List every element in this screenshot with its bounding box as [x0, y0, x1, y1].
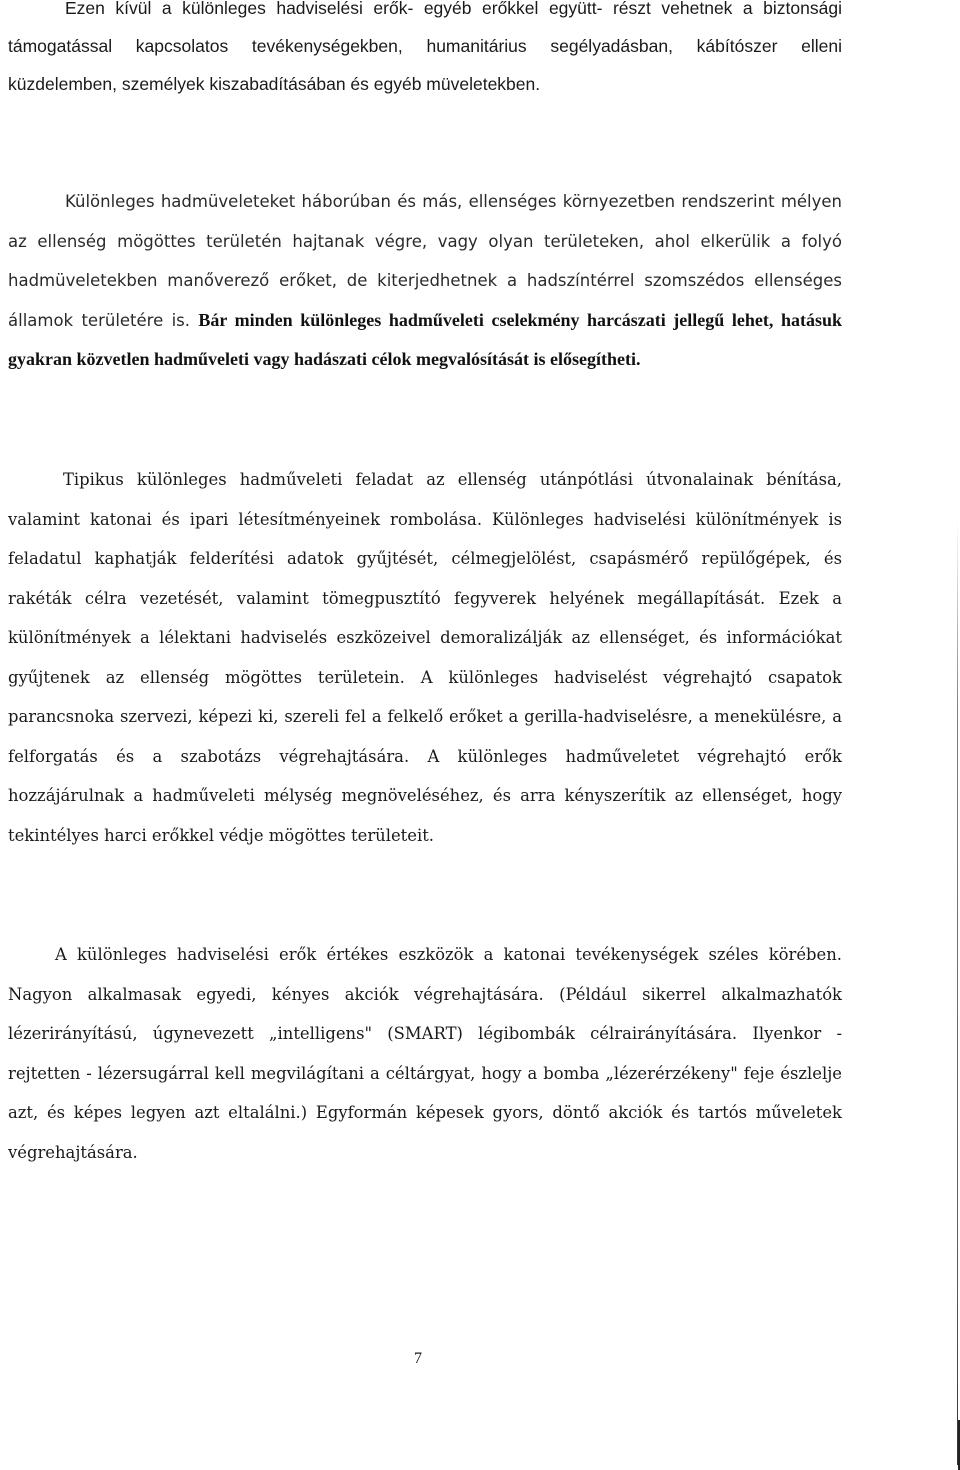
paragraph-2: [8, 182, 842, 380]
paragraph-1: Ezen kívül a különleges hadviselési erők- egyéb erőkkel együtt- részt vehetnek a biztonsági támogatással kapcsolatos tevékenységekben, humanitárius segélyadásban, kábítószer elleni küzdelemben, személyek kiszabadításában és egyéb müveletekben.: [8, 0, 842, 94]
paragraph-4: A különleges hadviselési erők értékes eszközök a katonai tevékenységek széles körében. Nagyon alkalmasak egyedi, kényes akciók végrehajtására. (Például sikerrel alkalmazhatók lézerirányítású, úgynevezett „intelligens" (SMART) légibombák célrairányítására. Ilyenkor - rejtetten - lézersugárral kell megvilágítani a céltárgyat, hogy a bomba „lézerérzékeny" feje észlelje azt, és képes legyen azt eltalálni.) Egyformán képesek gyors, döntő akciók és tartós műveletek végrehajtására.: [8, 945, 842, 1162]
page-number: 7: [414, 1350, 422, 1367]
paragraph-2-bold-text: Bár minden különleges hadműveleti cselekmény harcászati jellegű lehet, hatásuk gyakran közvetlen hadműveleti vagy hadászati célok megvalósítását is elősegítheti.: [8, 309, 842, 369]
paragraph-3: Tipikus különleges hadműveleti feladat az ellenség utánpótlási útvonalainak bénítása, valamint katonai és ipari létesítményeinek rombolása. Különleges hadviselési különítmények is feladatul kaphatják felderítési adatok gyűjtését, célmegjelölést, csapásmérő repülőgépek, és rakéták célra vezetését, valamint tömegpusztító fegyverek helyének megállapítását. Ezek a különítmények a lélektani hadviselés eszközeivel demoralizálják az ellenséget, és információkat gyűjtenek az ellenség mögöttes területein. A különleges hadviselést végrehajtó csapatok parancsnoka szervezi, képezi ki, szereli fel a felkelő erőket a gerilla-hadviselésre, a menekülésre, a felforgatás és a szabotázs végrehajtására. A különleges hadműveletet végrehajtó erők hozzájárulnak a hadműveleti mélység megnöveléséhez, és arra kényszerítik az ellenséget, hogy tekintélyes harci erőkkel védje mögöttes területeit.: [8, 470, 842, 845]
scan-edge-line: [957, 520, 958, 1465]
paragraph-2-text: Különleges hadmüveleteket háborúban és más, ellenséges környezetben rendszerint mélyen az ellenség mögöttes területén hajtanak végre, vagy olyan területeken, ahol elkerülik a folyó hadmüveletekben manőverező erőket, de kiterjedhetnek a hadszíntérrel szomszédos ellenséges államok területére is.: [8, 192, 842, 330]
